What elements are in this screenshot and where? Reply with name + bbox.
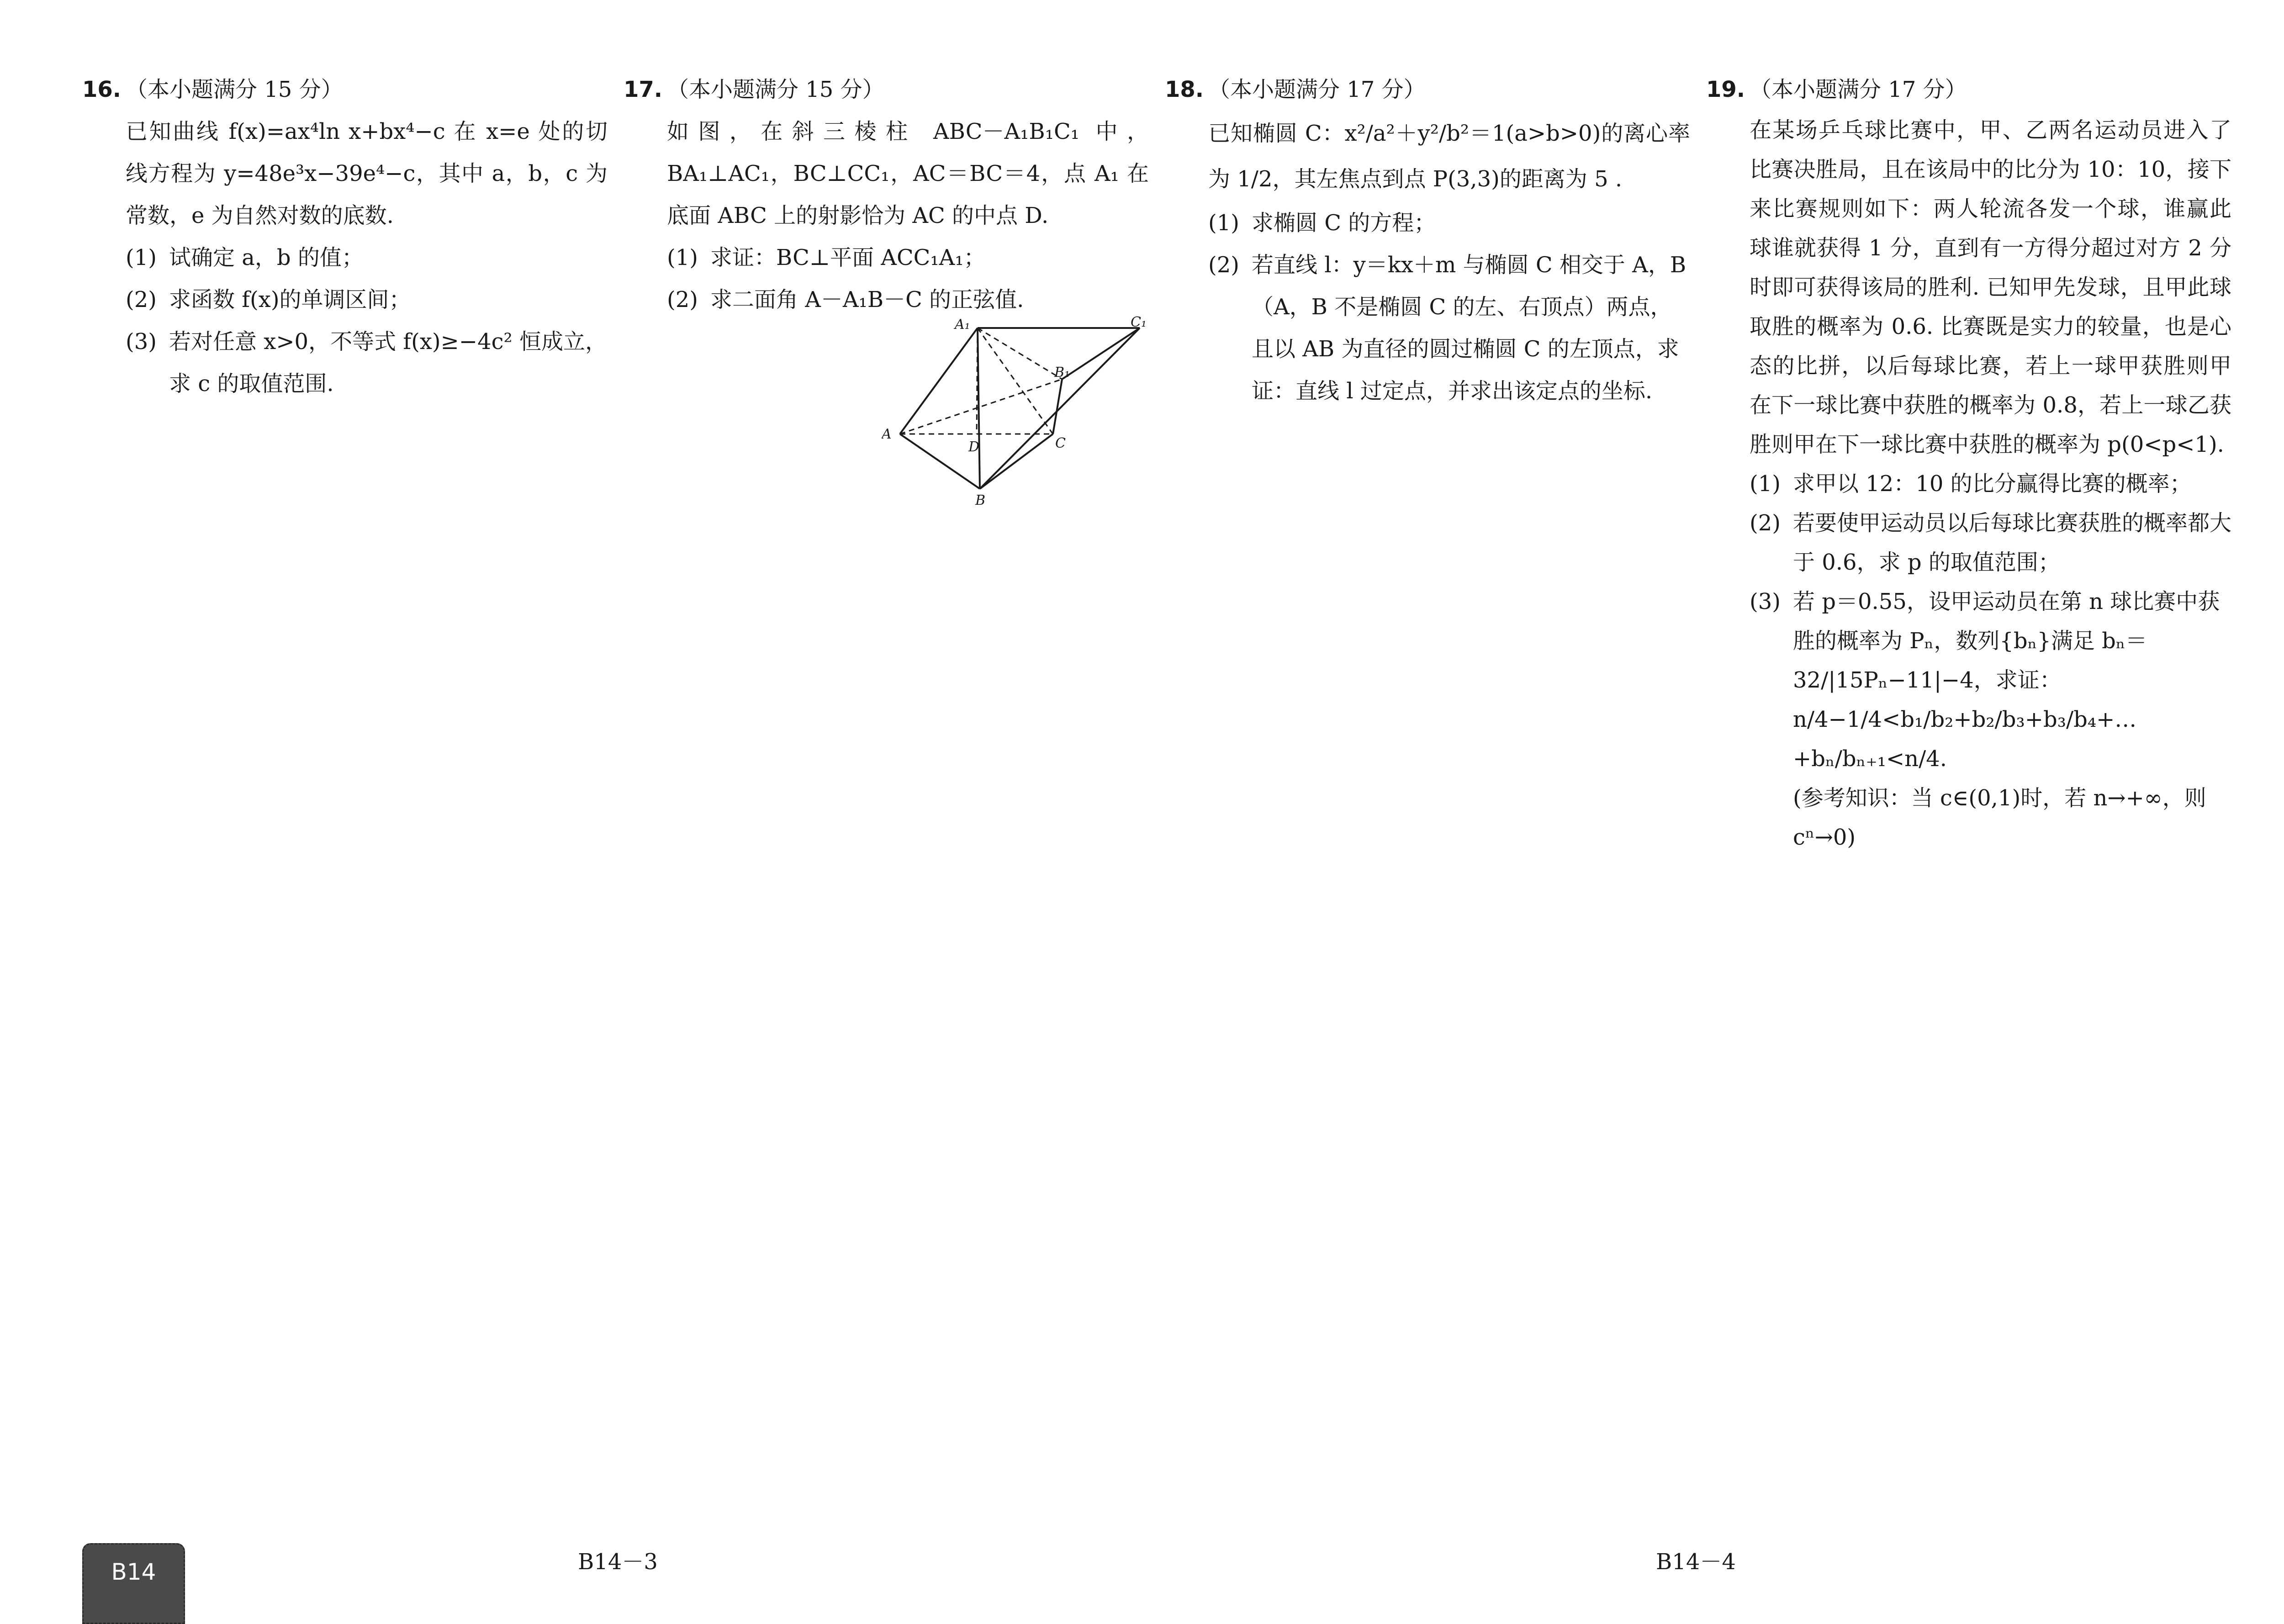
sub-question: (3) 若 p＝0.55，设甲运动员在第 n 球比赛中获胜的概率为 Pₙ，数列{bₙ}满足 bₙ＝32/|15Pₙ−11|−4，求证：n/4−1/4<b₁/b₂+b₂/b₃+b₃/b₄+…+bₙ/bₙ₊₁<n/4. <box>1750 589 2220 772</box>
question-number: 19. <box>1706 77 1745 102</box>
question-19 <box>1706 69 2231 857</box>
score-note: （本小题满分 15 分） <box>667 77 884 102</box>
label-C: C <box>1055 435 1066 451</box>
reference-note: (参考知识：当 c∈(0,1)时，若 n→+∞，则 cⁿ→0) <box>1793 785 2206 850</box>
question-number: 18. <box>1165 77 1204 102</box>
question-17-header <box>624 69 1149 111</box>
sub-question: (2) 若要使甲运动员以后每球比赛获胜的概率都大于 0.6，求 p 的取值范围； <box>1750 510 2232 575</box>
sub-question: (1) 试确定 a，b 的值； <box>126 245 364 270</box>
score-note: （本小题满分 17 分） <box>1750 77 1967 102</box>
sub-question: (1) 求证：BC⊥平面 ACC₁A₁； <box>667 245 986 270</box>
question-stem: 在某场乒乓球比赛中，甲、乙两名运动员进入了比赛决胜局，且在该局中的比分为 10：10，接下来比赛规则如下：两人轮流各发一个球，谁赢此球谁就获得 1 分，直到有一方得分超过对方 2 分时即可获得该局的胜利. 已知甲先发球，且甲此球取胜的概率为 0.6. 比赛既是实力的较量，也是心态的比拼，以后每球比赛，若上一球甲获胜则甲在下一球比赛中获胜的概率为 0.8，若上一球乙获胜则甲在下一球比赛中获胜的概率为 p(0<p<1). <box>1750 117 2231 457</box>
sub-question: (2) 求二面角 A－A₁B－C 的正弦值. <box>667 287 1024 312</box>
score-note: （本小题满分 17 分） <box>1208 77 1426 102</box>
edge-A1-A <box>900 328 978 434</box>
section-badge: B14 <box>82 1543 185 1624</box>
label-B1: B₁ <box>1054 365 1070 381</box>
page-number-left: B14－3 <box>578 1549 658 1575</box>
sub-question: (1) 求甲以 12：10 的比分赢得比赛的概率； <box>1750 471 2192 497</box>
sub-question: (2) 求函数 f(x)的单调区间； <box>126 287 411 312</box>
question-stem: 如图，在斜三棱柱 ABC－A₁B₁C₁ 中，BA₁⊥AC₁，BC⊥CC₁，AC＝BC＝4，点 A₁ 在底面 ABC 上的射影恰为 AC 的中点 D. <box>667 119 1149 228</box>
prism-figure <box>882 315 1156 507</box>
label-C1: C₁ <box>1131 315 1147 330</box>
hidden-A1-C <box>978 328 1053 434</box>
question-17 <box>624 69 1149 321</box>
label-B: B <box>975 492 986 507</box>
edge-C1-B1 <box>1062 328 1140 379</box>
label-A: A <box>882 426 892 442</box>
sub-question: (2) 若直线 l：y＝kx＋m 与椭圆 C 相交于 A，B（A，B 不是椭圆 C 的左、右顶点）两点，且以 AB 为直径的圆过椭圆 C 的左顶点，求证：直线 l 过定点，并求出该定点的坐标. <box>1208 252 1687 404</box>
label-A1: A₁ <box>955 317 970 333</box>
hidden-A-B1 <box>900 379 1062 434</box>
score-note: （本小题满分 15 分） <box>126 77 343 102</box>
page-number-right: B14－4 <box>1656 1549 1736 1575</box>
question-16-header <box>82 69 608 111</box>
question-number: 16. <box>82 77 122 102</box>
edge-C1-B <box>980 328 1140 489</box>
edge-B-C <box>980 434 1053 489</box>
edge-A-B <box>900 434 980 489</box>
question-stem: 已知椭圆 C：x²/a²＋y²/b²＝1(a>b>0)的离心率为 1/2，其左焦点到点 P(3,3)的距离为 5 . <box>1208 121 1690 192</box>
sub-question: (1) 求椭圆 C 的方程； <box>1208 210 1436 236</box>
sub-question: (3) 若对任意 x>0，不等式 f(x)≥−4c² 恒成立，求 c 的取值范围. <box>126 329 607 397</box>
label-D: D <box>968 439 980 455</box>
question-16 <box>82 69 608 405</box>
question-stem: 已知曲线 f(x)=ax⁴ln x+bx⁴−c 在 x=e 处的切线方程为 y=48e³x−39e⁴−c，其中 a，b，c 为常数，e 为自然对数的底数. <box>126 119 608 228</box>
question-18-header <box>1165 69 1690 111</box>
question-18 <box>1165 69 1690 412</box>
question-number: 17. <box>624 77 663 102</box>
question-19-header <box>1706 69 2231 111</box>
hidden-A1-B1 <box>978 328 1062 379</box>
